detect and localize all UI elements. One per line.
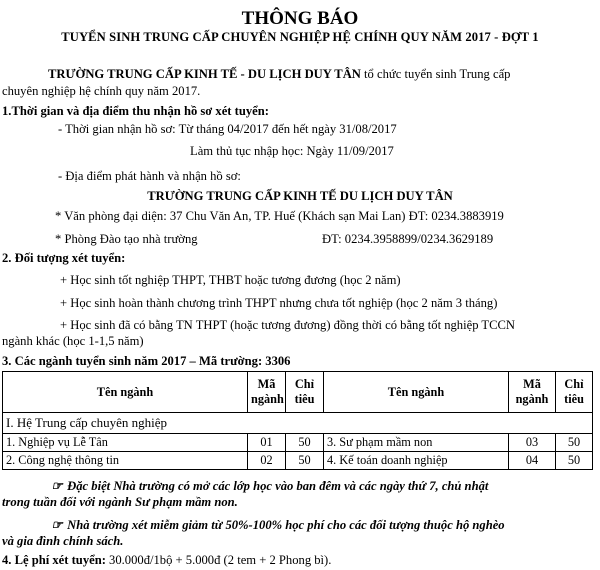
target-item-continuation: ngành khác (học 1-1,5 năm)	[2, 334, 144, 348]
section-4-fee	[2, 553, 331, 568]
column-header-quota: Chỉ tiêu	[286, 372, 324, 413]
major-code: 01	[248, 434, 286, 452]
intro-line-1-rest: tổ chức tuyển sinh Trung cấp	[360, 67, 511, 81]
column-header-code: Mã ngành	[248, 372, 286, 413]
page-subtitle: TUYỂN SINH TRUNG CẤP CHUYÊN NGHIỆP HỆ CHÍNH QUY NĂM 2017 - ĐỢT 1	[61, 30, 539, 44]
column-header-quota: Chỉ tiêu	[556, 372, 593, 413]
fee-label: 4. Lệ phí xét tuyển:	[2, 553, 106, 567]
note-1-text: Đặc biệt Nhà trường có mở các lớp học vào ban đêm và các ngày thứ 7, chủ nhật	[67, 479, 489, 493]
section-3-heading: 3. Các ngành tuyển sinh năm 2017 – Mã trường: 3306	[2, 354, 291, 368]
training-office-phone: ĐT: 0234.3958899/0234.3629189	[322, 232, 494, 246]
major-quota: 50	[556, 434, 593, 452]
table-row	[3, 452, 593, 470]
fee-value: 30.000đ/1bộ + 5.000đ (2 tem + 2 Phong bì).	[105, 553, 332, 567]
table-header-row	[3, 372, 593, 413]
intro-line-2: chuyên nghiệp hệ chính quy năm 2017.	[2, 84, 201, 98]
section-2-heading: 2. Đối tượng xét tuyển:	[2, 251, 126, 265]
intro-line-1	[48, 67, 510, 82]
section-1-heading: 1.Thời gian và địa điểm thu nhận hồ sơ xét tuyển:	[2, 104, 269, 118]
target-item: + Học sinh đã có bằng TN THPT (hoặc tương đương) đồng thời có bằng tốt nghiệp TCCN	[60, 318, 515, 332]
major-code: 02	[248, 452, 286, 470]
target-item: + Học sinh tốt nghiệp THPT, THBT hoặc tương đương (học 2 năm)	[60, 273, 401, 287]
major-quota: 50	[286, 452, 324, 470]
representative-office: * Văn phòng đại diện: 37 Chu Văn An, TP. Huế (Khách sạn Mai Lan) ĐT: 0234.3883919	[55, 209, 504, 223]
application-time: - Thời gian nhận hồ sơ: Từ tháng 04/2017 đến hết ngày 31/08/2017	[58, 122, 397, 136]
training-office: * Phòng Đào tạo nhà trường	[55, 232, 198, 246]
major-name: 2. Công nghệ thông tin	[3, 452, 248, 470]
column-header-name: Tên ngành	[3, 372, 248, 413]
enrollment-date: Làm thủ tục nhập học: Ngày 11/09/2017	[190, 144, 394, 158]
major-name: 4. Kế toán doanh nghiệp	[324, 452, 509, 470]
pointing-hand-icon: ☞	[51, 518, 63, 532]
table-group-row	[3, 413, 593, 434]
note-2-line-2: và gia đình chính sách.	[2, 534, 124, 548]
table-row	[3, 434, 593, 452]
page-title: THÔNG BÁO	[241, 8, 359, 29]
school-name: TRƯỜNG TRUNG CẤP KINH TẾ DU LỊCH DUY TÂN	[147, 189, 453, 203]
column-header-code: Mã ngành	[509, 372, 556, 413]
major-quota: 50	[556, 452, 593, 470]
intro-school-name: TRƯỜNG TRUNG CẤP KINH TẾ - DU LỊCH DUY TÂN	[48, 67, 361, 81]
column-header-name: Tên ngành	[324, 372, 509, 413]
major-quota: 50	[286, 434, 324, 452]
majors-table	[2, 371, 593, 470]
major-code: 04	[509, 452, 556, 470]
major-name: 3. Sư phạm mầm non	[324, 434, 509, 452]
pointing-hand-icon: ☞	[51, 479, 63, 493]
note-2-text: Nhà trường xét miễm giảm từ 50%-100% học phí cho các đối tượng thuộc hộ nghèo	[67, 518, 505, 532]
application-place: - Địa điểm phát hành và nhận hồ sơ:	[58, 169, 241, 183]
major-code: 03	[509, 434, 556, 452]
note-1-line-1	[50, 479, 488, 494]
target-item: + Học sinh hoàn thành chương trình THPT nhưng chưa tốt nghiệp (học 2 năm 3 tháng)	[60, 296, 498, 310]
group-label: I. Hệ Trung cấp chuyên nghiệp	[3, 413, 593, 434]
note-2-line-1	[50, 518, 505, 533]
major-name: 1. Nghiệp vụ Lễ Tân	[3, 434, 248, 452]
note-1-line-2: trong tuần đối với ngành Sư phạm mầm non.	[2, 495, 238, 509]
